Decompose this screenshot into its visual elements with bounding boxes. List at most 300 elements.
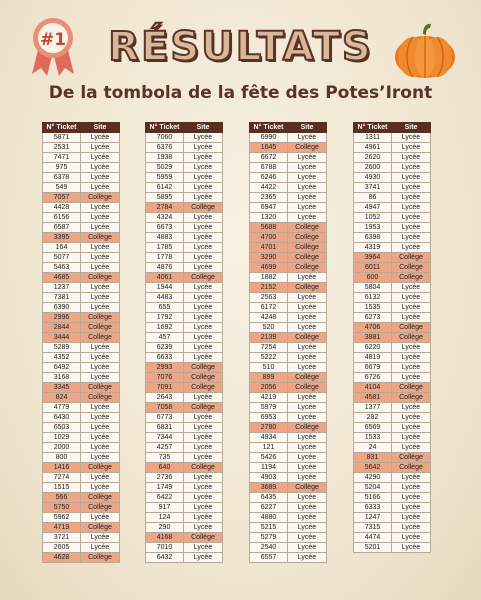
site-cell: Lycée <box>392 543 431 553</box>
site-cell: Lycée <box>392 233 431 243</box>
ticket-number: 5463 <box>43 263 81 273</box>
site-cell: Lycée <box>392 343 431 353</box>
table-row <box>250 333 327 343</box>
site-cell: Collège <box>81 463 120 473</box>
ticket-number: 5979 <box>250 403 288 413</box>
ticket-header: N° Ticket <box>354 123 392 133</box>
ticket-number: 4883 <box>146 233 184 243</box>
ticket-number: 457 <box>146 333 184 343</box>
table-row <box>146 213 223 223</box>
site-cell: Lycée <box>81 453 120 463</box>
ticket-number: 4947 <box>354 203 392 213</box>
table-row <box>43 223 120 233</box>
site-cell: Collège <box>288 483 327 493</box>
table-row <box>146 543 223 553</box>
site-cell: Lycée <box>288 193 327 203</box>
results-table-3 <box>249 122 327 563</box>
ticket-number: 4700 <box>250 233 288 243</box>
table-row <box>250 163 327 173</box>
table-row <box>250 143 327 153</box>
ticket-number: 6503 <box>43 423 81 433</box>
ticket-number: 6227 <box>250 503 288 513</box>
table-row <box>250 363 327 373</box>
page-subtitle: De la tombola de la fête des Potes’Iront <box>48 83 433 103</box>
site-cell: Collège <box>81 553 120 563</box>
site-cell: Lycée <box>81 353 120 363</box>
ticket-number: 6220 <box>354 343 392 353</box>
ticket-number: 3395 <box>43 233 81 243</box>
table-row <box>250 373 327 383</box>
site-cell: Lycée <box>184 353 223 363</box>
site-cell: Lycée <box>288 173 327 183</box>
ticket-number: 6011 <box>354 263 392 273</box>
site-cell: Lycée <box>288 183 327 193</box>
site-cell: Lycée <box>184 313 223 323</box>
table-row <box>146 413 223 423</box>
site-cell: Lycée <box>184 423 223 433</box>
site-cell: Lycée <box>81 413 120 423</box>
ticket-number: 6788 <box>250 163 288 173</box>
page-title: RÉSULTATS <box>108 24 373 70</box>
table-row <box>354 403 431 413</box>
ticket-number: 2540 <box>250 543 288 553</box>
site-cell: Lycée <box>81 283 120 293</box>
table-row <box>250 213 327 223</box>
table-row <box>43 453 120 463</box>
site-cell: Lycée <box>288 433 327 443</box>
site-cell: Lycée <box>392 403 431 413</box>
ticket-number: 1247 <box>354 513 392 523</box>
ticket-number: 1194 <box>250 463 288 473</box>
table-row <box>354 233 431 243</box>
table-row <box>250 133 327 143</box>
ticket-number: 4701 <box>250 243 288 253</box>
table-row <box>354 443 431 453</box>
site-cell: Lycée <box>392 183 431 193</box>
table-row <box>43 473 120 483</box>
ticket-number: 5077 <box>43 253 81 263</box>
site-cell: Collège <box>392 453 431 463</box>
table-row <box>146 463 223 473</box>
table-row <box>146 533 223 543</box>
table-row <box>354 523 431 533</box>
table-row <box>43 213 120 223</box>
site-cell: Lycée <box>288 363 327 373</box>
ticket-number: 3689 <box>250 483 288 493</box>
ticket-header: N° Ticket <box>250 123 288 133</box>
table-row <box>250 323 327 333</box>
site-cell: Lycée <box>392 513 431 523</box>
table-row <box>146 163 223 173</box>
table-row <box>354 303 431 313</box>
site-cell: Collège <box>288 373 327 383</box>
site-cell: Lycée <box>288 153 327 163</box>
table-row <box>43 183 120 193</box>
site-cell: Lycée <box>81 153 120 163</box>
table-row <box>354 493 431 503</box>
site-cell: Lycée <box>81 293 120 303</box>
site-cell: Lycée <box>81 243 120 253</box>
table-row <box>354 213 431 223</box>
ticket-number: 5222 <box>250 353 288 363</box>
table-row <box>354 223 431 233</box>
table-row <box>250 453 327 463</box>
ticket-number: 6390 <box>43 303 81 313</box>
ticket-number: 4104 <box>354 383 392 393</box>
table-row <box>250 413 327 423</box>
site-cell: Lycée <box>392 173 431 183</box>
table-row <box>250 393 327 403</box>
site-cell: Lycée <box>81 223 120 233</box>
table-row <box>146 513 223 523</box>
ticket-number: 6246 <box>250 173 288 183</box>
site-cell: Lycée <box>184 483 223 493</box>
ticket-number: 4061 <box>146 273 184 283</box>
table-row <box>146 423 223 433</box>
site-cell: Lycée <box>184 213 223 223</box>
ticket-number: 2000 <box>43 443 81 453</box>
table-row <box>354 393 431 403</box>
table-row <box>250 353 327 363</box>
ticket-number: 7274 <box>43 473 81 483</box>
ticket-number: 1938 <box>146 153 184 163</box>
table-row <box>250 403 327 413</box>
site-cell: Lycée <box>81 203 120 213</box>
ticket-number: 2784 <box>146 203 184 213</box>
ticket-number: 2996 <box>43 313 81 323</box>
site-cell: Lycée <box>392 203 431 213</box>
site-cell: Lycée <box>392 483 431 493</box>
site-cell: Collège <box>288 263 327 273</box>
table-row <box>43 193 120 203</box>
site-cell: Lycée <box>392 493 431 503</box>
table-row <box>250 383 327 393</box>
table-row <box>250 553 327 563</box>
site-cell: Lycée <box>288 163 327 173</box>
site-cell: Lycée <box>184 413 223 423</box>
ticket-number: 2139 <box>250 333 288 343</box>
site-cell: Lycée <box>288 303 327 313</box>
ticket-number: 4257 <box>146 443 184 453</box>
table-row <box>354 203 431 213</box>
ticket-number: 1237 <box>43 283 81 293</box>
site-cell: Lycée <box>288 463 327 473</box>
table-row <box>146 133 223 143</box>
ticket-number: 5289 <box>43 343 81 353</box>
ticket-number: 2152 <box>250 283 288 293</box>
table-row <box>146 153 223 163</box>
site-cell: Collège <box>184 273 223 283</box>
ticket-number: 6435 <box>250 493 288 503</box>
site-cell: Lycée <box>184 263 223 273</box>
table-row <box>250 283 327 293</box>
site-cell: Lycée <box>184 473 223 483</box>
site-cell: Collège <box>392 393 431 403</box>
site-cell: Lycée <box>81 263 120 273</box>
site-cell: Collège <box>288 223 327 233</box>
ticket-number: 899 <box>250 373 288 383</box>
site-cell: Lycée <box>288 473 327 483</box>
ticket-number: 4819 <box>354 353 392 363</box>
table-row <box>354 263 431 273</box>
ticket-number: 2531 <box>43 143 81 153</box>
ticket-number: 6672 <box>250 153 288 163</box>
ticket-number: 2563 <box>250 293 288 303</box>
table-row <box>354 143 431 153</box>
ticket-number: 1645 <box>250 143 288 153</box>
table-row <box>146 183 223 193</box>
table-row <box>43 253 120 263</box>
ticket-number: 7010 <box>146 543 184 553</box>
ticket-number: 7315 <box>354 523 392 533</box>
site-cell: Lycée <box>392 473 431 483</box>
site-cell: Lycée <box>184 323 223 333</box>
site-cell: Lycée <box>392 413 431 423</box>
table-row <box>146 193 223 203</box>
ticket-number: 6273 <box>354 313 392 323</box>
site-cell: Lycée <box>288 513 327 523</box>
ticket-number: 6142 <box>146 183 184 193</box>
ticket-number: 2993 <box>146 363 184 373</box>
ticket-number: 566 <box>43 493 81 503</box>
site-cell: Lycée <box>392 163 431 173</box>
ticket-number: 6333 <box>354 503 392 513</box>
ticket-number: 640 <box>146 463 184 473</box>
table-row <box>146 503 223 513</box>
table-row <box>354 423 431 433</box>
table-row <box>146 223 223 233</box>
table-row <box>250 253 327 263</box>
site-cell: Lycée <box>288 413 327 423</box>
table-row <box>43 283 120 293</box>
table-row <box>354 483 431 493</box>
site-cell: Lycée <box>184 173 223 183</box>
ticket-number: 4706 <box>354 323 392 333</box>
site-cell: Lycée <box>392 353 431 363</box>
site-cell: Lycée <box>288 313 327 323</box>
site-cell: Lycée <box>392 363 431 373</box>
table-row <box>250 243 327 253</box>
site-cell: Lycée <box>81 303 120 313</box>
ticket-number: 6953 <box>250 413 288 423</box>
ticket-number: 4719 <box>43 523 81 533</box>
table-row <box>354 253 431 263</box>
table-row <box>354 333 431 343</box>
table-row <box>43 153 120 163</box>
ticket-number: 6376 <box>146 143 184 153</box>
table-row <box>354 533 431 543</box>
ticket-number: 6239 <box>146 343 184 353</box>
site-cell: Lycée <box>392 133 431 143</box>
table-row <box>354 463 431 473</box>
table-row <box>146 473 223 483</box>
ticket-number: 1320 <box>250 213 288 223</box>
table-row <box>43 233 120 243</box>
table-row <box>250 343 327 353</box>
site-cell: Lycée <box>288 553 327 563</box>
table-row <box>354 543 431 553</box>
ticket-number: 3964 <box>354 253 392 263</box>
ticket-number: 2620 <box>354 153 392 163</box>
site-cell: Collège <box>81 493 120 503</box>
ticket-number: 4699 <box>250 263 288 273</box>
site-cell: Lycée <box>392 313 431 323</box>
table-row <box>43 343 120 353</box>
table-row <box>43 133 120 143</box>
site-cell: Collège <box>81 313 120 323</box>
table-row <box>146 393 223 403</box>
ticket-number: 4324 <box>146 213 184 223</box>
table-row <box>43 333 120 343</box>
table-row <box>250 493 327 503</box>
ticket-number: 7076 <box>146 373 184 383</box>
ticket-number: 1749 <box>146 483 184 493</box>
site-cell: Lycée <box>288 543 327 553</box>
table-row <box>354 363 431 373</box>
ticket-number: 6557 <box>250 553 288 563</box>
ticket-number: 5166 <box>354 493 392 503</box>
table-row <box>250 433 327 443</box>
site-cell: Lycée <box>392 223 431 233</box>
site-cell: Collège <box>81 323 120 333</box>
table-row <box>146 243 223 253</box>
site-cell: Lycée <box>184 193 223 203</box>
site-cell: Collège <box>288 233 327 243</box>
ticket-number: 1953 <box>354 223 392 233</box>
site-cell: Lycée <box>81 343 120 353</box>
site-cell: Lycée <box>81 133 120 143</box>
ticket-number: 824 <box>43 393 81 403</box>
ticket-number: 6587 <box>43 223 81 233</box>
table-row <box>250 173 327 183</box>
ticket-number: 4779 <box>43 403 81 413</box>
ticket-number: 5642 <box>354 463 392 473</box>
ticket-number: 1515 <box>43 483 81 493</box>
table-row <box>146 173 223 183</box>
ticket-number: 5804 <box>354 283 392 293</box>
ticket-number: 1416 <box>43 463 81 473</box>
site-cell: Lycée <box>184 153 223 163</box>
table-row <box>146 453 223 463</box>
ticket-number: 2605 <box>43 543 81 553</box>
site-cell: Lycée <box>184 333 223 343</box>
table-row <box>146 353 223 363</box>
site-cell: Lycée <box>81 433 120 443</box>
site-cell: Lycée <box>81 513 120 523</box>
table-row <box>43 503 120 513</box>
site-cell: Collège <box>81 193 120 203</box>
ticket-number: 831 <box>354 453 392 463</box>
table-row <box>250 523 327 533</box>
site-cell: Lycée <box>184 243 223 253</box>
table-row <box>250 203 327 213</box>
site-cell: Lycée <box>288 393 327 403</box>
site-cell: Lycée <box>392 303 431 313</box>
site-cell: Collège <box>184 373 223 383</box>
table-row <box>146 483 223 493</box>
table-row <box>146 253 223 263</box>
ticket-number: 4934 <box>250 433 288 443</box>
ticket-number: 1533 <box>354 433 392 443</box>
table-row <box>250 193 327 203</box>
site-cell: Lycée <box>392 523 431 533</box>
ticket-number: 6432 <box>146 553 184 563</box>
site-cell: Lycée <box>184 133 223 143</box>
ticket-number: 5279 <box>250 533 288 543</box>
ticket-number: 3345 <box>43 383 81 393</box>
table-row <box>250 303 327 313</box>
ticket-number: 2736 <box>146 473 184 483</box>
ticket-number: 1311 <box>354 133 392 143</box>
ticket-number: 5215 <box>250 523 288 533</box>
ticket-number: 86 <box>354 193 392 203</box>
ticket-number: 1692 <box>146 323 184 333</box>
table-row <box>354 193 431 203</box>
table-row <box>250 183 327 193</box>
ticket-number: 1377 <box>354 403 392 413</box>
ticket-header: N° Ticket <box>146 123 184 133</box>
ticket-header: N° Ticket <box>43 123 81 133</box>
site-cell: Collège <box>81 273 120 283</box>
site-cell: Collège <box>288 243 327 253</box>
ticket-number: 6172 <box>250 303 288 313</box>
site-cell: Lycée <box>184 303 223 313</box>
site-cell: Lycée <box>81 373 120 383</box>
ticket-number: 975 <box>43 163 81 173</box>
table-row <box>146 233 223 243</box>
site-cell: Collège <box>184 533 223 543</box>
table-row <box>43 413 120 423</box>
ticket-number: 5871 <box>43 133 81 143</box>
table-row <box>43 353 120 363</box>
table-row <box>43 313 120 323</box>
ticket-number: 6773 <box>146 413 184 423</box>
table-row <box>146 373 223 383</box>
ticket-number: 7381 <box>43 293 81 303</box>
table-row <box>146 273 223 283</box>
ticket-number: 549 <box>43 183 81 193</box>
table-row <box>43 163 120 173</box>
table-row <box>354 153 431 163</box>
site-cell: Lycée <box>184 513 223 523</box>
ticket-number: 2844 <box>43 323 81 333</box>
site-cell: Lycée <box>184 493 223 503</box>
ticket-number: 6430 <box>43 413 81 423</box>
ticket-number: 3721 <box>43 533 81 543</box>
ticket-number: 5959 <box>146 173 184 183</box>
ticket-number: 4319 <box>354 243 392 253</box>
site-cell: Lycée <box>184 543 223 553</box>
table-row <box>354 413 431 423</box>
ticket-number: 2600 <box>354 163 392 173</box>
table-row <box>43 493 120 503</box>
site-cell: Lycée <box>184 343 223 353</box>
table-row <box>250 313 327 323</box>
site-cell: Lycée <box>288 523 327 533</box>
ticket-number: 1882 <box>250 273 288 283</box>
site-cell: Collège <box>184 383 223 393</box>
site-cell: Collège <box>81 393 120 403</box>
site-cell: Lycée <box>392 283 431 293</box>
table-row <box>354 133 431 143</box>
site-cell: Lycée <box>184 163 223 173</box>
table-row <box>354 183 431 193</box>
table-row <box>250 233 327 243</box>
table-row <box>43 323 120 333</box>
ticket-number: 2780 <box>250 423 288 433</box>
ticket-number: 1792 <box>146 313 184 323</box>
table-row <box>43 553 120 563</box>
